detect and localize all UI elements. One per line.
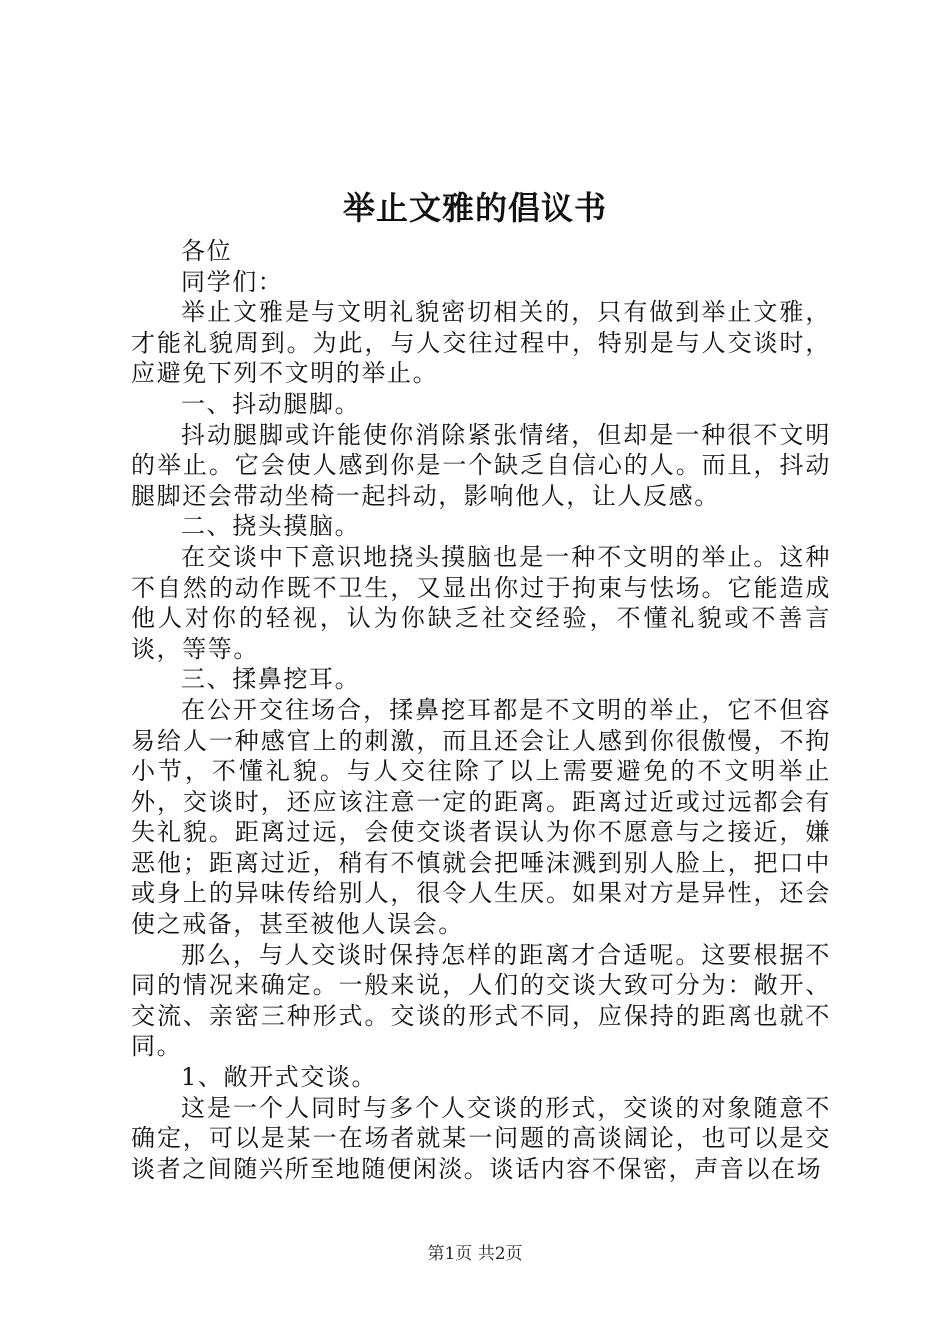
salutation-line-2: 同学们： — [181, 267, 284, 296]
section-heading-1: 一、抖动腿脚。 — [181, 389, 361, 418]
page-footer: 第1页 共2页 — [427, 1244, 523, 1264]
distance-paragraph: 那么，与人交谈时保持怎样的距离才合适呢。这要根据不同的情况来确定。一般来说，人们的交谈大致可分为：敞开、交流、亲密三种形式。交谈的形式不同，应保持的距离也就不同。 — [131, 940, 831, 1061]
document-body — [131, 236, 831, 1184]
salutation-line-1: 各位 — [181, 237, 233, 265]
subsection-paragraph-1: 这是一个人同时与多个人交谈的形式，交谈的对象随意不确定，可以是某一在场者就某一问题的高谈阔论，也可以是交谈者之间随兴所至地随便闲淡。谈话内容不保密，声音以在场 — [131, 1093, 831, 1183]
subsection-heading-1: 1、敞开式交谈。 — [181, 1063, 378, 1092]
section-paragraph-3: 在公开交往场合，揉鼻挖耳都是不文明的举止，它不但容易给人一种感官上的刺激，而且还会让人感到你很傲慢，不拘小节，不懂礼貌。与人交往除了以上需要避免的不文明举止外，交谈时，还应该注意一定的距离。距离过近或过远都会有失礼貌。距离过远，会使交谈者误认为你不愿意与之接近，嫌恶他；距离过近，稍有不慎就会把唾沫溅到别人脸上，把口中或身上的异味传给别人，很令人生厌。如果对方是异性，还会使之戒备，甚至被他人误会。 — [131, 695, 831, 939]
section-paragraph-1: 抖动腿脚或许能使你消除紧张情绪，但却是一种很不文明的举止。它会使人感到你是一个缺乏自信心的人。而且，抖动腿脚还会带动坐椅一起抖动，影响他人，让人反感。 — [131, 420, 831, 510]
document-title: 举止文雅的倡议书 — [342, 189, 607, 227]
section-heading-3: 三、揉鼻挖耳。 — [181, 665, 361, 694]
intro-paragraph: 举止文雅是与文明礼貌密切相关的，只有做到举止文雅，才能礼貌周到。为此，与人交往过程中，特别是与人交谈时，应避免下列不文明的举止。 — [131, 298, 831, 388]
section-paragraph-2: 在交谈中下意识地挠头摸脑也是一种不文明的举止。这种不自然的动作既不卫生，又显出你过于拘束与怯场。它能造成他人对你的轻视，认为你缺乏社交经验，不懂礼貌或不善言谈，等等。 — [131, 542, 831, 663]
section-heading-2: 二、挠头摸脑。 — [181, 512, 361, 541]
